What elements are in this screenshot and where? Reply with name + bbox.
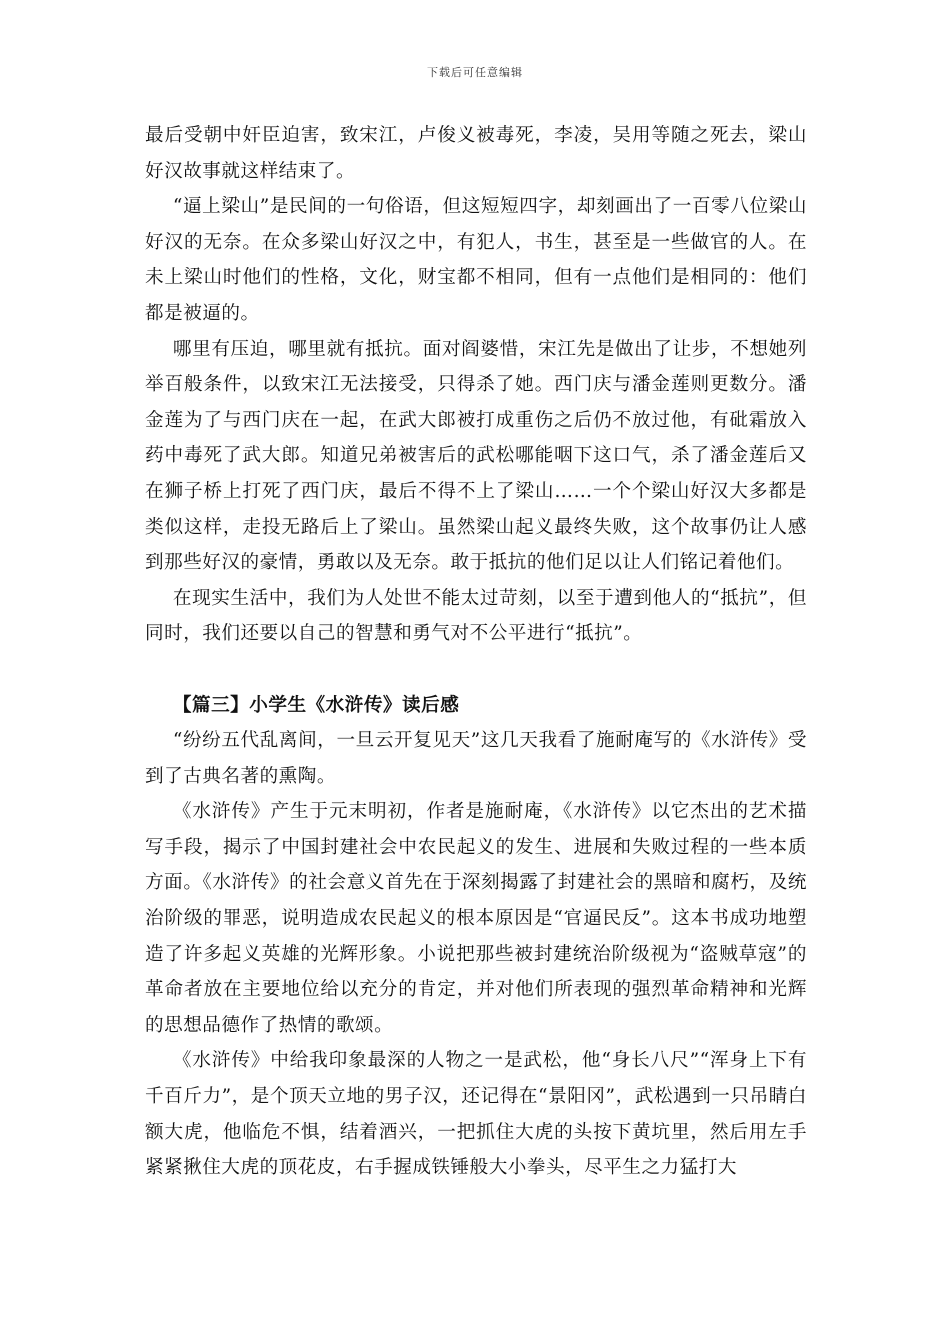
- paragraph-bishang-liangshan: “逼上梁山”是民间的一句俗语，但这短短四字，却刻画出了一百零八位梁山好汉的无奈。在众多梁山好汉之中，有犯人，书生，甚至是一些做官的人。在未上梁山时他们的性格，文化，财宝都不相同，但有一点他们是相同的：他们都是被逼的。: [145, 196, 807, 324]
- paragraph-real-life: 在现实生活中，我们为人处世不能太过苛刻，以至于遭到他人的“抵抗”，但同时，我们还要以自己的智慧和勇气对不公平进行“抵抗”。: [145, 587, 807, 645]
- paragraph-continuation: 最后受朝中奸臣迫害，致宋江，卢俊义被毒死，李凌，吴用等随之死去，梁山好汉故事就这样结束了。: [145, 125, 807, 182]
- paragraph-oppression-resistance: 哪里有压迫，哪里就有抵抗。面对阎婆惜，宋江先是做出了让步，不想她列举百般条件，以致宋江无法接受，只得杀了她。西门庆与潘金莲则更数分。潘金莲为了与西门庆在一起，在武大郎被打成重伤之后仍不放过他，有砒霜放入药中毒死了武大郎。知道兄弟被害后的武松哪能咽下这口气，杀了潘金莲后又在狮子桥上打死了西门庆，最后不得不上了梁山……一个个梁山好汉大多都是类似这样，走投无路后上了梁山。虽然梁山起义最终失败，这个故事仍让人感到那些好汉的豪情，勇敢以及无奈。敢于抵抗的他们足以让人们铭记着他们。: [145, 338, 807, 574]
- paragraph-wusong: 《水浒传》中给我印象最深的人物之一是武松，他“身长八尺”“浑身上下有千百斤力”，是个顶天立地的男子汉，还记得在“景阳冈”，武松遇到一只吊睛白额大虎，他临危不惧，结着酒兴，一把抓住大虎的头按下黄坑里，然后用左手紧紧揪住大虎的顶花皮，右手握成铁锤般大小拳头，尽平生之力猛打大: [145, 1050, 807, 1179]
- paragraph-book-significance: 《水浒传》产生于元末明初，作者是施耐庵，《水浒传》以它杰出的艺术描写手段，揭示了中国封建社会中农民起义的发生、进展和失败过程的一些本质方面。《水浒传》的社会意义首先在于深刻揭露了封建社会的黑暗和腐朽，及统治阶级的罪恶，说明造成农民起义的根本原因是“官逼民反”。这本书成功地塑造了许多起义英雄的光辉形象。小说把那些被封建统治阶级视为“盗贼草寇”的革命者放在主要地位给以充分的肯定，并对他们所表现的强烈革命精神和光辉的思想品德作了热情的歌颂。: [145, 801, 807, 1036]
- page-header-note: 下载后可任意编辑: [427, 66, 523, 79]
- section-heading-part-three: 【篇三】小学生《水浒传》读后感: [172, 694, 460, 716]
- paragraph-intro-quote: “纷纷五代乱离间，一旦云开复见天”这几天我看了施耐庵写的《水浒传》受到了古典名著的熏陶。: [145, 730, 807, 787]
- document-body: [145, 118, 807, 1186]
